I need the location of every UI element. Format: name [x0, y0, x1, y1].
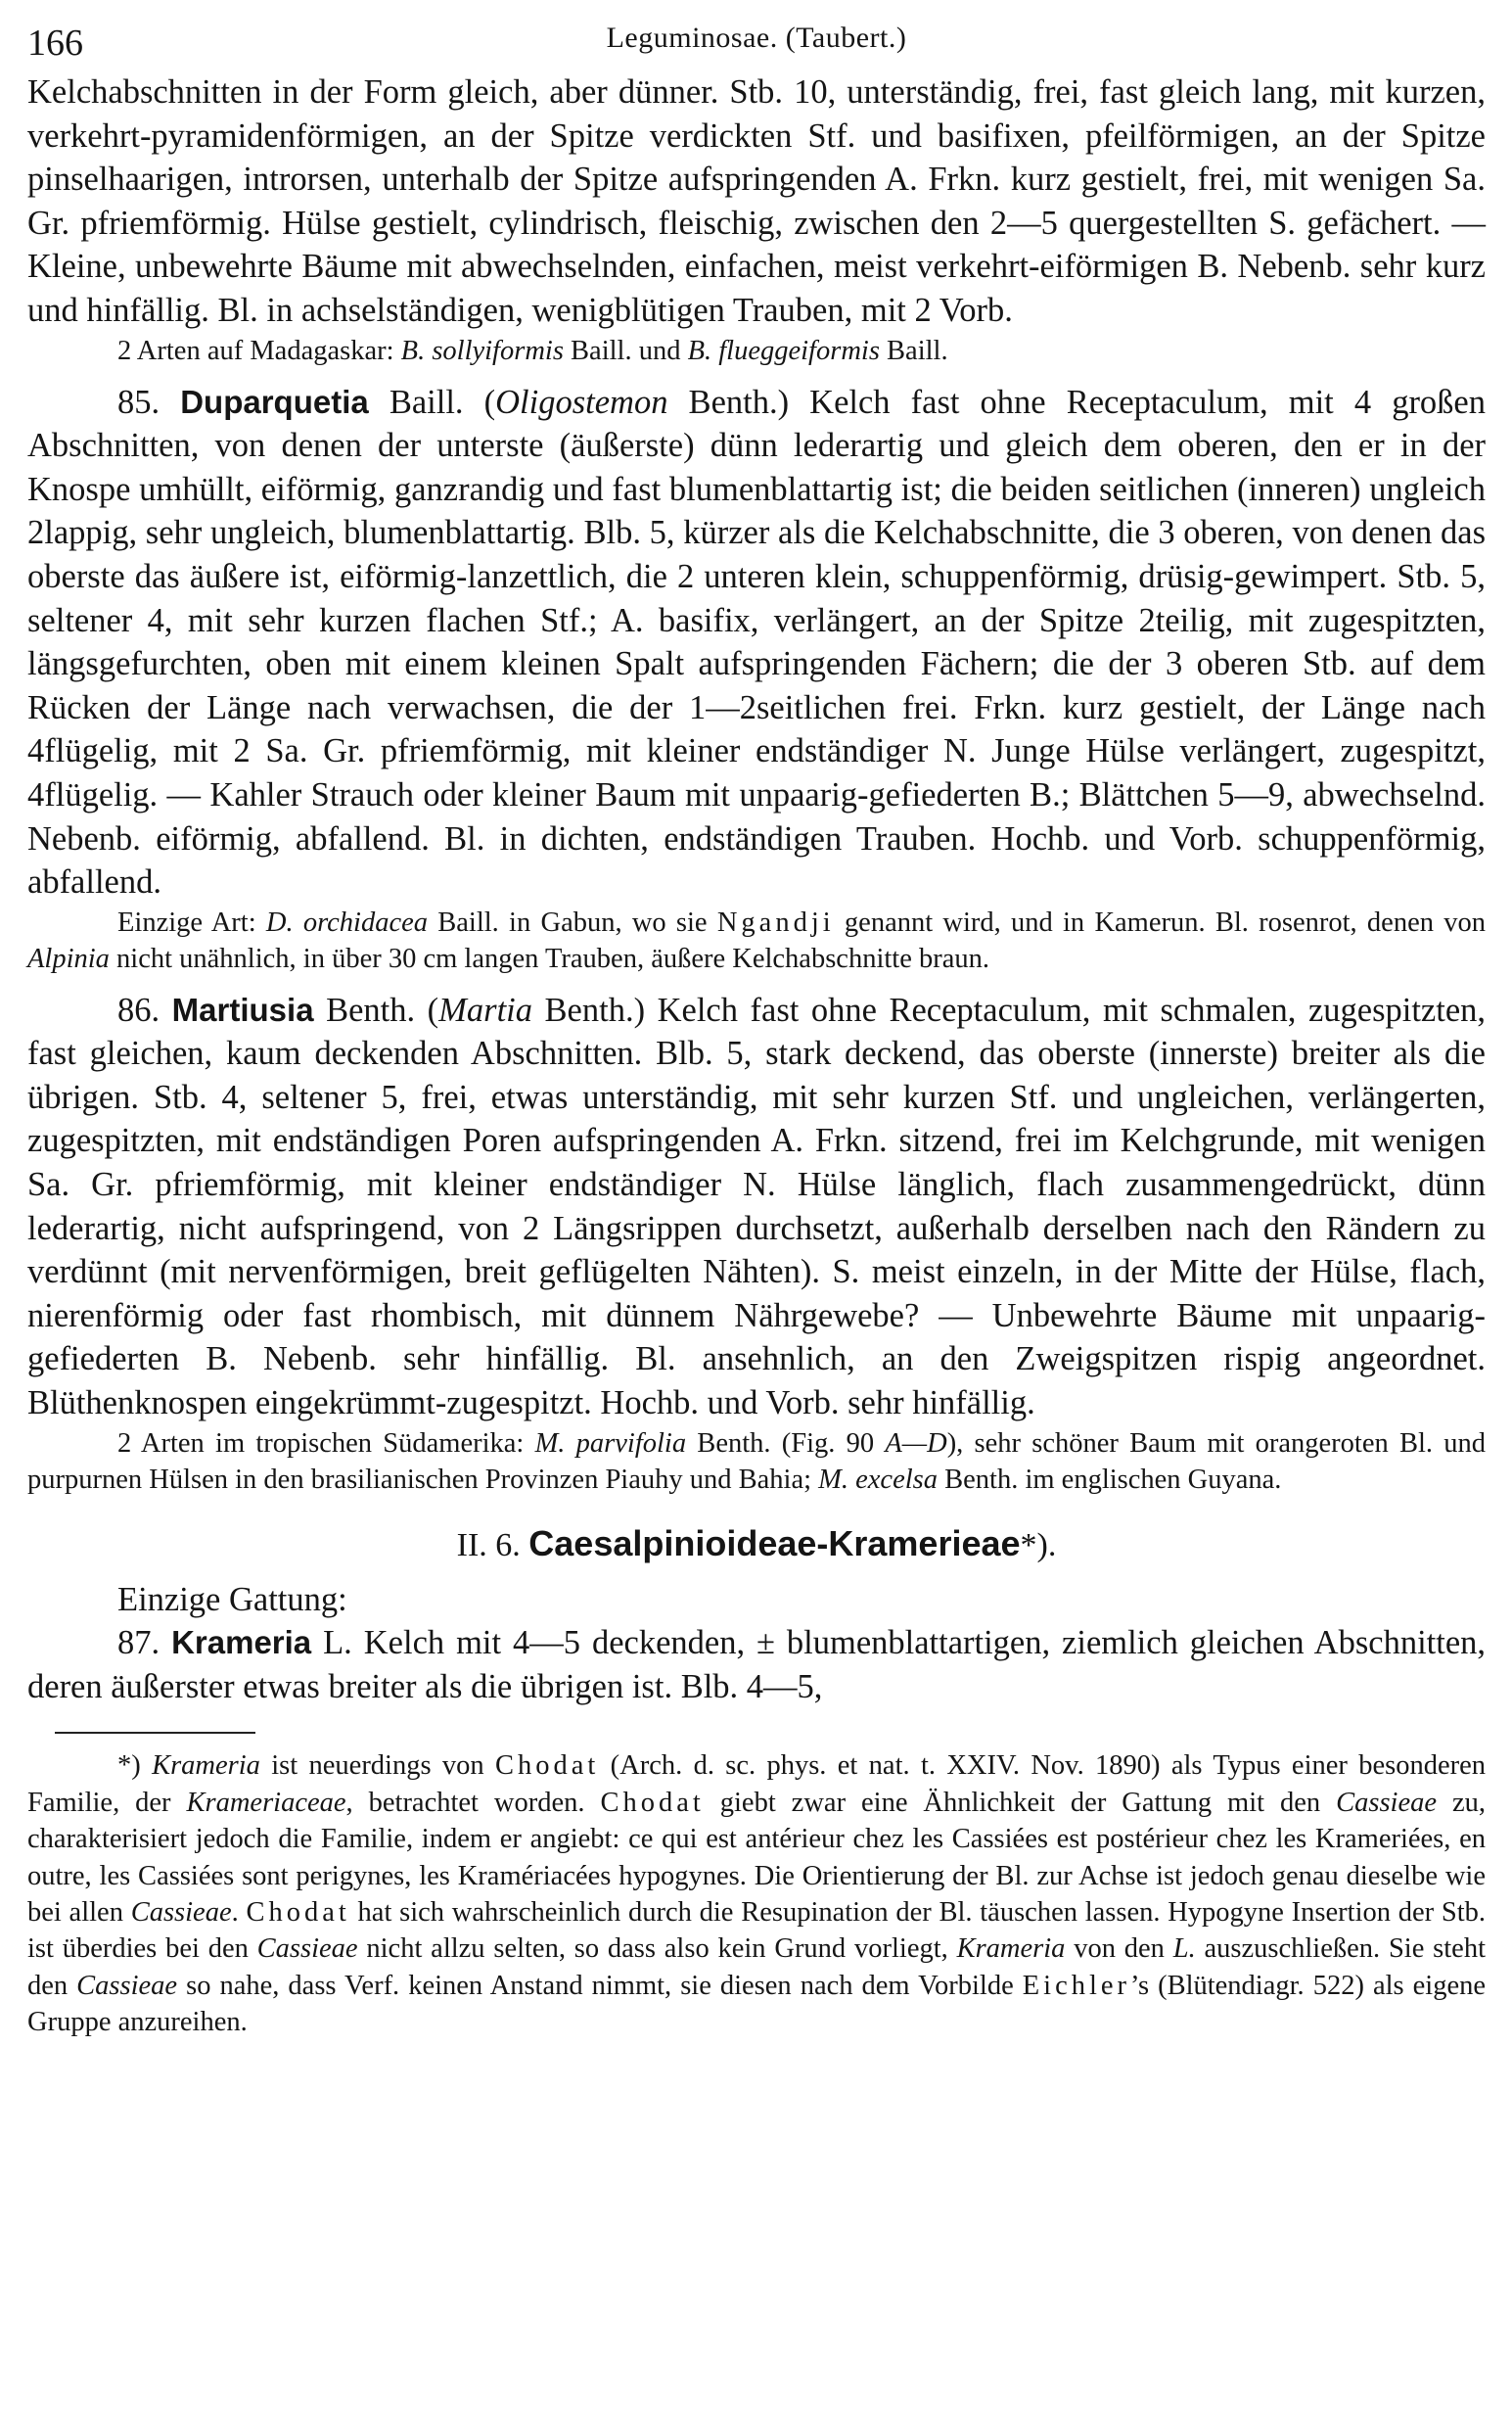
only-genus-label: Einzige Gattung: [117, 1580, 347, 1618]
genus-number: 87. [117, 1624, 160, 1662]
genus-name: Krameria [171, 1624, 312, 1661]
footnote [27, 1747, 1486, 2040]
genus-description: L. Kelch mit 4—5 deckenden, ± blumenblattartigen, ziemlich gleichen Abschnitten, deren äußerster etwas breiter als die übrigen ist. Blb. 4—5, [27, 1624, 1487, 1705]
genus-description: Benth.) Kelch fast ohne Receptaculum, mit schmalen, zugespitzten, fast gleichen, kaum deckenden Abschnitten. Blb. 5, stark deckend, das oberste (innerste) breiter als die übrigen. Stb. 4, seltener 5, frei, etwas unterständig, mit sehr kurzen Stf. und ungleichen, verlängerten, zugespitzten, mit endständigen Poren aufspringenden A. Frkn. sitzend, frei im Kelchgrunde, mit wenigen Sa. Gr. pfriemförmig, mit kleiner endständiger N. Hülse länglich, flach zusammengedrückt, dünn lederartig, nicht aufspringend, von 2 Längsrippen durchsetzt, außerhalb derselben nach den Rändern zu verdünnt (mit nervenförmigen, breit geflügelten Nähten). S. meist einzeln, in der Mitte der Hülse, flach, nierenförmig oder fast rhombisch, mit dünnem Nährgewebe? — Unbewehrte Bäume mit unpaarig-gefiederten B. Nebenb. sehr hinfällig. Bl. ansehnlich, an den Zweigspitzen rispig angeordnet. Blüthenknospen eingekrümmt-zugespitzt. Hochb. und Vorb. sehr hinfällig. [27, 991, 1487, 1422]
page [27, 8, 1486, 2411]
genus-entry-87 [27, 1621, 1486, 1708]
genus-synonym: Oligostemon [495, 383, 668, 421]
footnote-reference: *). [1020, 1526, 1057, 1563]
section-heading [27, 1519, 1486, 1570]
page-number: 166 [27, 23, 83, 64]
species-note-85: Einzige Art: D. orchidacea Baill. in Gabun, wo sie Ngandji genannt wird, und in Kamerun. Bl. rosenrot, denen von Alpinia nicht unähnlich, in über 30 cm langen Trauben, äußere Kelchabschnitte braun. [27, 907, 1486, 974]
genus-name: Duparquetia [180, 383, 369, 420]
genus-description: Benth.) Kelch fast ohne Receptaculum, mit 4 großen Abschnitten, von denen der unterste (äußerste) dünn lederartig und gleich dem oberen, den er in der Knospe umhüllt, eiförmig, ganzrandig und fast blumenblattartig ist; die beiden seitlichen (inneren) ungleich 2lappig, sehr ungleich, blumenblattartig. Blb. 5, kürzer als die Kelchabschnitte, die 3 oberen, von denen das oberste das äußere ist, eiförmig-lanzettlich, die 2 unteren klein, schuppenförmig, drüsig-gewimpert. Stb. 5, seltener 4, mit sehr kurzen flachen Stf.; A. basifix, verlängert, an der Spitze 2teilig, mit zugespitzten, längsgefurchten, oben mit einem kleinen Spalt aufspringenden Fächern; die der 3 oberen Stb. auf dem Rücken der Länge nach verwachsen, die der 1—2seitlichen frei. Frkn. kurz gestielt, der Länge nach 4flügelig, mit 2 Sa. Gr. pfriemförmig, mit kleiner endständiger N. Junge Hülse verlängert, zugespitzt, 4flügelig. — Kahler Strauch oder kleiner Baum mit unpaarig-gefiederten B.; Blättchen 5—9, abwechselnd. Nebenb. eiförmig, abfallend. Bl. in dichten, endständigen Trauben. Hochb. und Vorb. schuppenförmig, abfallend. [27, 383, 1486, 902]
genus-number: 85. [117, 383, 160, 421]
genus-synonym: Martia [438, 991, 532, 1029]
genus-entry-85: 85. Duparquetia Baill. (Oligostemon Benth.) Kelch fast ohne Receptaculum, mit 4 großen Abschnitten, von denen der unterste (äußerste) dünn lederartig und gleich dem oberen, den er in der Knospe umhüllt, eiförmig, ganzrandig und fast blumenblattartig ist; die beiden seitlichen (inneren) ungleich 2lappig, sehr ungleich, blumenblattartig. Blb. 5, kürzer als die Kelchabschnitte, die 3 oberen, von denen das oberste das äußere ist, eiförmig-lanzettlich, die 2 unteren klein, schuppenförmig, drüsig-gewimpert. Stb. 5, seltener 4, mit sehr kurzen flachen Stf.; A. basifix, verlängert, an der Spitze 2teilig, mit zugespitzten, längsgefurchten, oben mit einem kleinen Spalt aufspringenden Fächern; die der 3 oberen Stb. auf dem Rücken der Länge nach verwachsen, die der 1—2seitlichen frei. Frkn. kurz gestielt, der Länge nach 4flügelig, mit 2 Sa. Gr. pfriemförmig, mit kleiner endständiger N. Junge Hülse verlängert, zugespitzt, 4flügelig. — Kahler Strauch oder kleiner Baum mit unpaarig-gefiederten B.; Blättchen 5—9, abwechselnd. Nebenb. eiförmig, abfallend. Bl. in dichten, endständigen Trauben. Hochb. und Vorb. schuppenförmig, abfallend. [27, 383, 1486, 902]
running-head [27, 8, 1486, 70]
running-title: Leguminosae. (Taubert.) [606, 22, 907, 54]
continuation-paragraph: Kelchabschnitten in der Form gleich, aber dünner. Stb. 10, unterständig, frei, fast gleich lang, mit kurzen, verkehrt-pyramidenförmigen, an der Spitze verdickten Stf. und basifixen, pfeilförmigen, an der Spitze pinselhaarigen, introrsen, unterhalb der Spitze aufspringenden A. Frkn. kurz gestielt, frei, mit wenigen Sa. Gr. pfriemförmig. Hülse gestielt, cylindrisch, fleischig, zwischen den 2—5 quergestellten S. gefächert. — Kleine, unbewehrte Bäume mit abwechselnden, einfachen, meist verkehrt-eiförmigen B. Nebenb. sehr kurz und hinfällig. Bl. in achselständigen, wenigblütigen Trauben, mit 2 Vorb. [27, 73, 1486, 329]
footnote-rule [55, 1732, 255, 1734]
genus-name: Martiusia [171, 991, 314, 1028]
species-note-86: 2 Arten im tropischen Südamerika: M. parvifolia Benth. (Fig. 90 A—D), sehr schöner Baum mit orangeroten Bl. und purpurnen Hülsen in den brasilianischen Provinzen Piauhy und Bahia; M. excelsa Benth. im englischen Guyana. [27, 1427, 1487, 1495]
footnote-text: *) Krameria ist neuerdings von Chodat (Arch. d. sc. phys. et nat. t. XXIV. Nov. 1890) als Typus einer besonderen Familie, der Krameriaceae, betrachtet worden. Chodat giebt zwar eine Ähnlichkeit der Gattung mit den Cassieae zu, charakterisiert jedoch die Familie, indem er angiebt: ce qui est antérieur chez les Cassiées est postérieur chez les Krameriées, en outre, les Cassiées sont perigynes, les Kramériacées hypogynes. Die Orientierung der Bl. zur Achse ist jedoch genau dieselbe wie bei allen Cassieae. Chodat hat sich wahrscheinlich durch die Resupination der Bl. täuschen lassen. Hypogyne Insertion der Stb. ist überdies bei den Cassieae nicht allzu selten, so dass also kein Grund vorliegt, Krameria von den L. auszuschließen. Sie steht den Cassieae so nahe, dass Verf. keinen Anstand nimmt, sie diesen nach dem Vorbilde Eichler’s (Blütendiagr. 522) als eigene Gruppe anzureihen. [27, 1750, 1487, 2038]
section-title: Caesalpinioideae-Kramerieae [528, 1522, 1021, 1563]
continuation-species-note: 2 Arten auf Madagaskar: B. sollyiformis Baill. und B. flueggeiformis Baill. [117, 335, 948, 366]
genus-number: 86. [117, 991, 160, 1029]
section-number: II. 6. [456, 1526, 521, 1563]
genus-entry-86: 86. Martiusia Benth. (Martia Benth.) Kelch fast ohne Receptaculum, mit schmalen, zugespitzten, fast gleichen, kaum deckenden Abschnitten. Blb. 5, stark deckend, das oberste (innerste) breiter als die übrigen. Stb. 4, seltener 5, frei, etwas unterständig, mit sehr kurzen Stf. und ungleichen, verlängerten, zugespitzten, mit endständigen Poren aufspringenden A. Frkn. sitzend, frei im Kelchgrunde, mit wenigen Sa. Gr. pfriemförmig, mit kleiner endständiger N. Hülse länglich, flach zusammengedrückt, dünn lederartig, nicht aufspringend, von 2 Längsrippen durchsetzt, außerhalb derselben nach den Rändern zu verdünnt (mit nervenförmigen, breit geflügelten Nähten). S. meist einzeln, in der Mitte der Hülse, flach, nierenförmig oder fast rhombisch, mit dünnem Nährgewebe? — Unbewehrte Bäume mit unpaarig-gefiederten B. Nebenb. sehr hinfällig. Bl. ansehnlich, an den Zweigspitzen rispig angeordnet. Blüthenknospen eingekrümmt-zugespitzt. Hochb. und Vorb. sehr hinfällig. [27, 991, 1487, 1422]
